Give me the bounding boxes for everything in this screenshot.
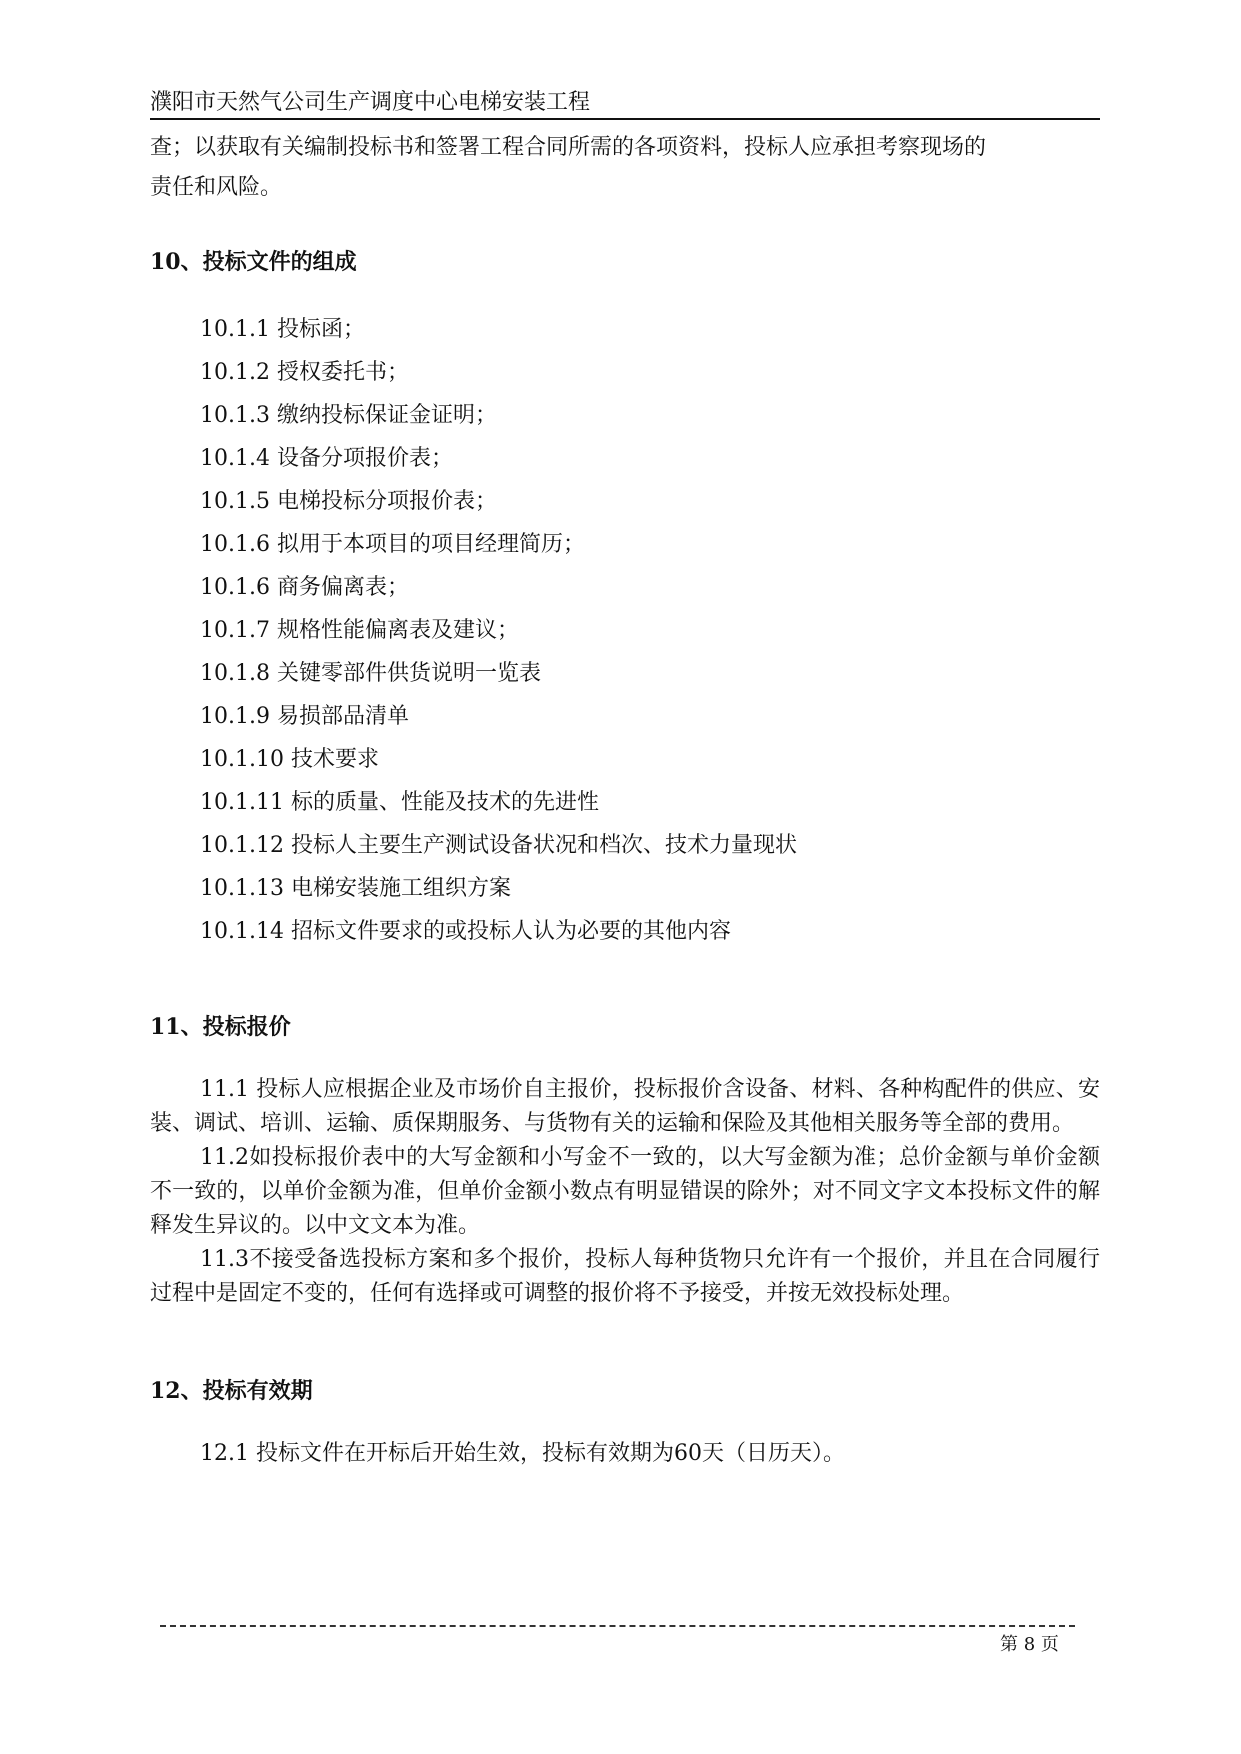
list-item: 10.1.11 标的质量、性能及技术的先进性 xyxy=(200,790,599,815)
list-item: 10.1.14 招标文件要求的或投标人认为必要的其他内容 xyxy=(200,919,731,944)
list-item: 10.1.9 易损部品清单 xyxy=(200,704,409,729)
section-12-paragraph-1: 12.1 投标文件在开标后开始生效，投标有效期为60天（日历天）。 xyxy=(200,1441,845,1466)
list-item: 10.1.5 电梯投标分项报价表； xyxy=(200,489,497,514)
section-10-list xyxy=(150,308,1100,953)
section-11-paragraph-2: 11.2如投标报价表中的大写金额和小写金不一致的，以大写金额为准；总价金额与单价金额不一致的，以单价金额为准，但单价金额小数点有明显错误的除外；对不同文字文本投标文件的解释发生异议的。以中文文本为准。 xyxy=(150,1145,1100,1238)
section-11-body xyxy=(150,1073,1100,1311)
intro-line-2: 责任和风险。 xyxy=(150,175,283,200)
section-12-heading: 12、投标有效期 xyxy=(150,1378,313,1404)
section-10-heading: 10、投标文件的组成 xyxy=(150,249,357,275)
section-12-body xyxy=(150,1437,1100,1471)
header-title: 濮阳市天然气公司生产调度中心电梯安装工程 xyxy=(150,90,591,115)
document-body xyxy=(150,128,1100,1471)
list-item: 10.1.6 拟用于本项目的项目经理简历； xyxy=(200,532,585,557)
page-header xyxy=(150,88,1100,120)
list-item: 10.1.12 投标人主要生产测试设备状况和档次、技术力量现状 xyxy=(200,833,797,858)
page-number: 第 8 页 xyxy=(1000,1634,1059,1655)
list-item: 10.1.4 设备分项报价表； xyxy=(200,446,453,471)
list-item: 10.1.7 规格性能偏离表及建议； xyxy=(200,618,519,643)
list-item: 10.1.3 缴纳投标保证金证明； xyxy=(200,403,497,428)
list-item: 10.1.13 电梯安装施工组织方案 xyxy=(200,876,511,901)
list-item: 10.1.10 技术要求 xyxy=(200,747,379,772)
list-item: 10.1.6 商务偏离表； xyxy=(200,575,409,600)
section-11-paragraph-3: 11.3不接受备选投标方案和多个报价，投标人每种货物只允许有一个报价，并且在合同履行过程中是固定不变的，任何有选择或可调整的报价将不予接受，并按无效投标处理。 xyxy=(150,1247,1100,1306)
footer-divider xyxy=(160,1625,1075,1627)
list-item: 10.1.2 授权委托书； xyxy=(200,360,409,385)
list-item: 10.1.1 投标函； xyxy=(200,317,365,342)
section-11-paragraph-1: 11.1 投标人应根据企业及市场价自主报价，投标报价含设备、材料、各种构配件的供应、安装、调试、培训、运输、质保期服务、与货物有关的运输和保险及其他相关服务等全部的费用。 xyxy=(150,1077,1100,1136)
section-11-heading: 11、投标报价 xyxy=(150,1014,291,1040)
intro-line-1: 查；以获取有关编制投标书和签署工程合同所需的各项资料，投标人应承担考察现场的 xyxy=(150,135,987,160)
list-item: 10.1.8 关键零部件供货说明一览表 xyxy=(200,661,541,686)
